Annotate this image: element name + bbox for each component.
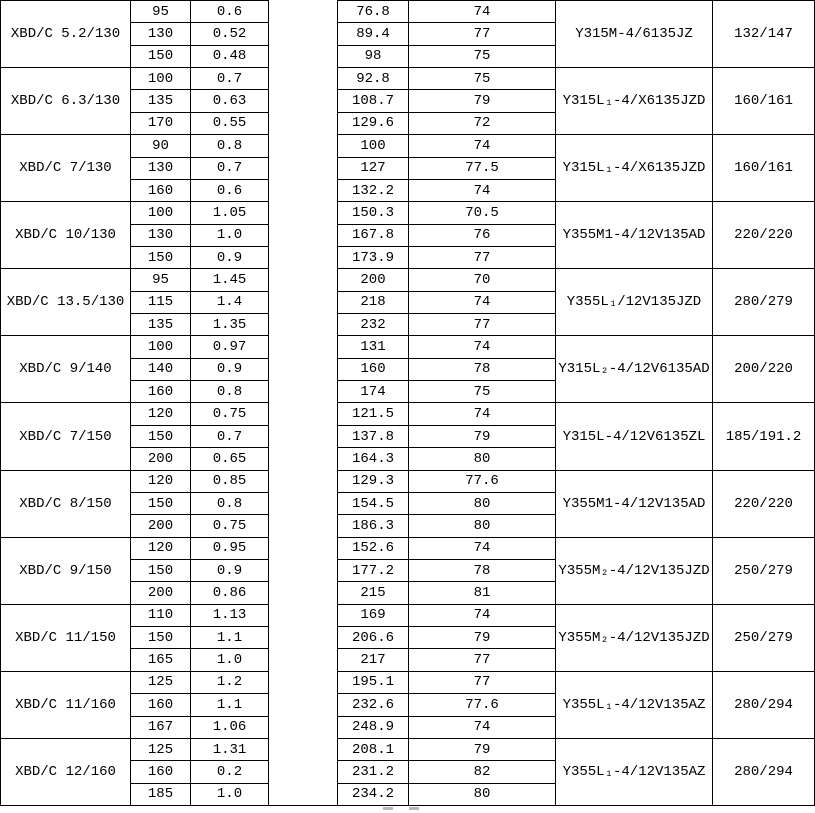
efficiency-cell: 81 [409,582,556,604]
motor-model-cell: Y315L-4/12V6135ZL [556,403,713,470]
flow2-cell: 231.2 [338,761,409,783]
efficiency-cell: 75 [409,68,556,90]
flow-cell: 120 [131,470,191,492]
motor-model-cell: Y355L₁-4/12V135AZ [556,671,713,738]
pressure-cell: 1.0 [191,783,269,805]
efficiency-cell: 75 [409,45,556,67]
flow2-cell: 186.3 [338,515,409,537]
model-cell: XBD/C 10/130 [1,202,131,269]
efficiency-cell: 74 [409,1,556,23]
weight-cell: 280/294 [713,671,815,738]
flow-cell: 170 [131,112,191,134]
pressure-cell: 1.4 [191,291,269,313]
motor-model-cell: Y315L₁-4/X6135JZD [556,135,713,202]
efficiency-cell: 80 [409,448,556,470]
efficiency-cell: 79 [409,627,556,649]
pressure-cell: 0.7 [191,425,269,447]
efficiency-cell: 80 [409,783,556,805]
flow2-cell: 248.9 [338,716,409,738]
efficiency-cell: 74 [409,604,556,626]
table-row [1,738,815,760]
flow-cell: 95 [131,1,191,23]
flow2-cell: 232.6 [338,694,409,716]
motor-model-cell: Y315L₂-4/12V6135AD [556,336,713,403]
efficiency-cell: 76 [409,224,556,246]
flow2-cell: 218 [338,291,409,313]
pressure-cell: 0.6 [191,179,269,201]
flow-cell: 120 [131,403,191,425]
flow-cell: 185 [131,783,191,805]
efficiency-cell: 77.6 [409,694,556,716]
weight-cell: 250/279 [713,537,815,604]
flow-cell: 140 [131,358,191,380]
pressure-cell: 0.7 [191,157,269,179]
pressure-cell: 1.1 [191,694,269,716]
flow-cell: 165 [131,649,191,671]
model-cell: XBD/C 13.5/130 [1,269,131,336]
table-row [1,135,815,157]
pressure-cell: 0.8 [191,381,269,403]
model-cell: XBD/C 12/160 [1,738,131,805]
pressure-cell: 0.65 [191,448,269,470]
flow2-cell: 164.3 [338,448,409,470]
model-cell: XBD/C 11/150 [1,604,131,671]
flow-cell: 167 [131,716,191,738]
pressure-cell: 0.9 [191,246,269,268]
flow-cell: 100 [131,336,191,358]
flow-cell: 160 [131,381,191,403]
flow-cell: 200 [131,448,191,470]
pressure-cell: 1.06 [191,716,269,738]
weight-cell: 160/161 [713,135,815,202]
flow2-cell: 217 [338,649,409,671]
pressure-cell: 0.8 [191,135,269,157]
efficiency-cell: 82 [409,761,556,783]
flow-cell: 160 [131,694,191,716]
efficiency-cell: 74 [409,336,556,358]
flow-cell: 130 [131,157,191,179]
flow-cell: 100 [131,202,191,224]
flow2-cell: 200 [338,269,409,291]
pressure-cell: 0.52 [191,23,269,45]
model-cell: XBD/C 6.3/130 [1,68,131,135]
table-row [1,537,815,559]
flow-cell: 150 [131,559,191,581]
table-row [1,604,815,626]
flow2-cell: 129.3 [338,470,409,492]
flow2-cell: 150.3 [338,202,409,224]
efficiency-cell: 79 [409,90,556,112]
efficiency-cell: 77 [409,246,556,268]
flow-cell: 150 [131,246,191,268]
efficiency-cell: 80 [409,515,556,537]
motor-model-cell: Y355M₂-4/12V135JZD [556,604,713,671]
flow-cell: 90 [131,135,191,157]
table-row [1,403,815,425]
clipped-glyph-mark [383,807,393,810]
flow-cell: 200 [131,515,191,537]
model-cell: XBD/C 7/130 [1,135,131,202]
flow-cell: 135 [131,314,191,336]
pressure-cell: 0.85 [191,470,269,492]
efficiency-cell: 79 [409,738,556,760]
clipped-glyph-mark [409,807,419,810]
clipped-text-fragment [383,807,443,812]
efficiency-cell: 70.5 [409,202,556,224]
flow2-cell: 232 [338,314,409,336]
weight-cell: 250/279 [713,604,815,671]
flow2-cell: 160 [338,358,409,380]
pressure-cell: 1.05 [191,202,269,224]
weight-cell: 160/161 [713,68,815,135]
flow2-cell: 131 [338,336,409,358]
pressure-cell: 0.75 [191,515,269,537]
weight-cell: 132/147 [713,1,815,68]
flow2-cell: 234.2 [338,783,409,805]
flow-cell: 115 [131,291,191,313]
pressure-cell: 1.45 [191,269,269,291]
flow2-cell: 173.9 [338,246,409,268]
model-cell: XBD/C 11/160 [1,671,131,738]
efficiency-cell: 77 [409,671,556,693]
flow2-cell: 174 [338,381,409,403]
motor-model-cell: Y355M1-4/12V135AD [556,470,713,537]
efficiency-cell: 75 [409,381,556,403]
motor-model-cell: Y315L₁-4/X6135JZD [556,68,713,135]
weight-cell: 280/294 [713,738,815,805]
efficiency-cell: 74 [409,179,556,201]
efficiency-cell: 72 [409,112,556,134]
flow-cell: 130 [131,224,191,246]
pressure-cell: 1.1 [191,627,269,649]
flow2-cell: 100 [338,135,409,157]
efficiency-cell: 78 [409,358,556,380]
efficiency-cell: 70 [409,269,556,291]
flow-cell: 150 [131,627,191,649]
flow-cell: 120 [131,537,191,559]
efficiency-cell: 74 [409,716,556,738]
efficiency-cell: 74 [409,291,556,313]
pressure-cell: 1.0 [191,224,269,246]
flow-cell: 95 [131,269,191,291]
flow2-cell: 89.4 [338,23,409,45]
pressure-cell: 0.2 [191,761,269,783]
efficiency-cell: 74 [409,135,556,157]
table-row [1,671,815,693]
model-cell: XBD/C 9/140 [1,336,131,403]
model-cell: XBD/C 9/150 [1,537,131,604]
flow2-cell: 76.8 [338,1,409,23]
flow2-cell: 92.8 [338,68,409,90]
efficiency-cell: 77.6 [409,470,556,492]
flow2-cell: 108.7 [338,90,409,112]
efficiency-cell: 80 [409,492,556,514]
pressure-cell: 1.2 [191,671,269,693]
table-row [1,202,815,224]
pressure-cell: 0.9 [191,559,269,581]
weight-cell: 185/191.2 [713,403,815,470]
table-row [1,269,815,291]
weight-cell: 280/279 [713,269,815,336]
motor-model-cell: Y355L₁/12V135JZD [556,269,713,336]
pressure-cell: 0.55 [191,112,269,134]
efficiency-cell: 78 [409,559,556,581]
flow-cell: 150 [131,492,191,514]
weight-cell: 220/220 [713,202,815,269]
flow2-cell: 137.8 [338,425,409,447]
spacer-column [269,1,338,806]
table-body [1,1,815,806]
pressure-cell: 1.13 [191,604,269,626]
motor-model-cell: Y355M₂-4/12V135JZD [556,537,713,604]
pressure-cell: 0.86 [191,582,269,604]
flow-cell: 200 [131,582,191,604]
weight-cell: 220/220 [713,470,815,537]
efficiency-cell: 74 [409,537,556,559]
flow2-cell: 195.1 [338,671,409,693]
flow2-cell: 215 [338,582,409,604]
pressure-cell: 0.6 [191,1,269,23]
flow2-cell: 152.6 [338,537,409,559]
pressure-cell: 0.95 [191,537,269,559]
flow-cell: 160 [131,179,191,201]
flow2-cell: 206.6 [338,627,409,649]
flow-cell: 135 [131,90,191,112]
efficiency-cell: 77.5 [409,157,556,179]
motor-model-cell: Y355L₁-4/12V135AZ [556,738,713,805]
model-cell: XBD/C 8/150 [1,470,131,537]
flow2-cell: 167.8 [338,224,409,246]
flow2-cell: 208.1 [338,738,409,760]
flow2-cell: 154.5 [338,492,409,514]
flow2-cell: 98 [338,45,409,67]
pressure-cell: 1.35 [191,314,269,336]
table-row [1,68,815,90]
flow2-cell: 121.5 [338,403,409,425]
flow-cell: 150 [131,425,191,447]
pressure-cell: 0.8 [191,492,269,514]
pressure-cell: 0.63 [191,90,269,112]
model-cell: XBD/C 5.2/130 [1,1,131,68]
table-row [1,1,815,23]
flow-cell: 125 [131,738,191,760]
pressure-cell: 0.75 [191,403,269,425]
table-row [1,470,815,492]
model-cell: XBD/C 7/150 [1,403,131,470]
weight-cell: 200/220 [713,336,815,403]
efficiency-cell: 74 [409,403,556,425]
flow-cell: 130 [131,23,191,45]
flow2-cell: 169 [338,604,409,626]
flow2-cell: 132.2 [338,179,409,201]
pressure-cell: 0.9 [191,358,269,380]
flow-cell: 125 [131,671,191,693]
flow-cell: 160 [131,761,191,783]
flow-cell: 150 [131,45,191,67]
efficiency-cell: 77 [409,649,556,671]
pressure-cell: 0.97 [191,336,269,358]
flow2-cell: 129.6 [338,112,409,134]
motor-model-cell: Y315M-4/6135JZ [556,1,713,68]
flow2-cell: 177.2 [338,559,409,581]
motor-model-cell: Y355M1-4/12V135AD [556,202,713,269]
efficiency-cell: 79 [409,425,556,447]
flow-cell: 110 [131,604,191,626]
efficiency-cell: 77 [409,23,556,45]
pressure-cell: 1.31 [191,738,269,760]
pressure-cell: 0.48 [191,45,269,67]
flow2-cell: 127 [338,157,409,179]
table-row [1,336,815,358]
efficiency-cell: 77 [409,314,556,336]
pressure-cell: 1.0 [191,649,269,671]
pressure-cell: 0.7 [191,68,269,90]
flow-cell: 100 [131,68,191,90]
